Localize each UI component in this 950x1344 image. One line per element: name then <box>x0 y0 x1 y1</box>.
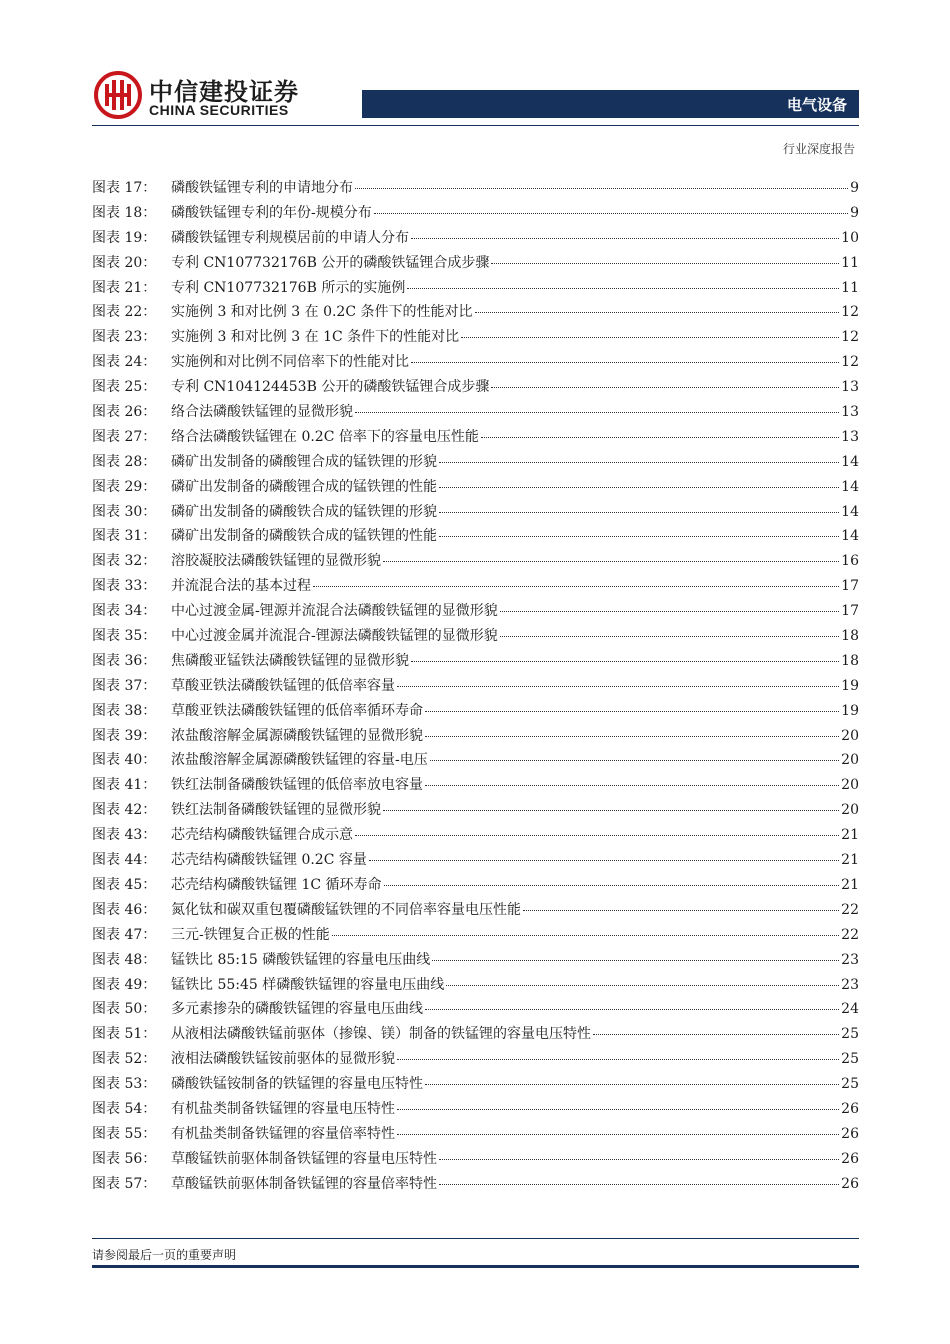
toc-page-number: 14 <box>841 453 859 470</box>
toc-entry[interactable] <box>92 724 859 749</box>
toc-figure-title: 芯壳结构磷酸铁锰锂 0.2C 容量 <box>171 852 367 869</box>
toc-figure-label: 图表 22： <box>92 304 157 321</box>
toc-entry[interactable] <box>92 375 859 400</box>
toc-leader-dots <box>332 934 839 936</box>
toc-entry[interactable] <box>92 649 859 674</box>
toc-entry[interactable] <box>92 251 859 276</box>
toc-figure-label: 图表 24： <box>92 354 157 371</box>
toc-figure-title: 焦磷酸亚锰铁法磷酸铁锰锂的显微形貌 <box>171 652 409 669</box>
toc-leader-dots <box>439 1183 839 1185</box>
toc-entry[interactable] <box>92 574 859 599</box>
toc-leader-dots <box>374 212 848 214</box>
toc-figure-title: 多元素掺杂的磷酸铁锰锂的容量电压曲线 <box>171 1001 423 1018</box>
toc-figure-label: 图表 49： <box>92 976 157 993</box>
toc-entry[interactable] <box>92 176 859 201</box>
toc-figure-title: 实施例 3 和对比例 3 在 1C 条件下的性能对比 <box>171 329 460 346</box>
toc-leader-dots <box>439 486 839 488</box>
toc-entry[interactable] <box>92 475 859 500</box>
toc-entry[interactable] <box>92 823 859 848</box>
toc-figure-label: 图表 30： <box>92 503 157 520</box>
toc-figure-title: 络合法磷酸铁锰锂在 0.2C 倍率下的容量电压性能 <box>171 428 479 445</box>
toc-leader-dots <box>425 1083 839 1085</box>
toc-figure-title: 溶胶凝胶法磷酸铁锰锂的显微形貌 <box>171 553 381 570</box>
toc-entry[interactable] <box>92 276 859 301</box>
toc-figure-label: 图表 47： <box>92 926 157 943</box>
footer-disclaimer: 请参阅最后一页的重要声明 <box>92 1248 237 1262</box>
toc-figure-label: 图表 53： <box>92 1076 157 1093</box>
toc-figure-title: 磷酸铁锰锂专利规模居前的申请人分布 <box>171 229 409 246</box>
toc-figure-label: 图表 43： <box>92 827 157 844</box>
toc-page-number: 22 <box>841 901 859 918</box>
toc-leader-dots <box>500 635 839 637</box>
toc-figure-label: 图表 40： <box>92 752 157 769</box>
toc-leader-dots <box>425 710 839 712</box>
toc-figure-title: 磷矿出发制备的磷酸锂合成的锰铁锂的形貌 <box>171 453 437 470</box>
toc-page-number: 14 <box>841 528 859 545</box>
toc-page-number: 12 <box>841 329 859 346</box>
toc-leader-dots <box>491 262 839 264</box>
toc-page-number: 25 <box>841 1026 859 1043</box>
toc-entry[interactable] <box>92 948 859 973</box>
toc-figure-title: 专利 CN107732176B 公开的磷酸铁锰锂合成步骤 <box>171 254 490 271</box>
toc-entry[interactable] <box>92 549 859 574</box>
toc-page-number: 18 <box>841 652 859 669</box>
toc-figure-title: 磷酸铁锰锂专利的申请地分布 <box>171 180 353 196</box>
toc-page-number: 19 <box>841 677 859 694</box>
toc-figure-title: 锰铁比 55:45 样磷酸铁锰锂的容量电压曲线 <box>171 976 445 993</box>
logo-chinese-name: 中信建投证券 <box>149 78 299 106</box>
toc-figure-label: 图表 39： <box>92 727 157 744</box>
toc-entry[interactable] <box>92 524 859 549</box>
toc-figure-title: 实施例 3 和对比例 3 在 0.2C 条件下的性能对比 <box>171 304 473 321</box>
toc-leader-dots <box>411 237 839 239</box>
toc-page-number: 13 <box>841 428 859 445</box>
report-type: 行业深度报告 <box>782 142 855 156</box>
toc-entry[interactable] <box>92 848 859 873</box>
toc-leader-dots <box>430 759 839 761</box>
toc-entry[interactable] <box>92 699 859 724</box>
toc-figure-title: 芯壳结构磷酸铁锰锂 1C 循环寿命 <box>171 876 382 893</box>
toc-figure-title: 专利 CN104124453B 公开的磷酸铁锰锂合成步骤 <box>171 379 490 396</box>
toc-entry[interactable] <box>92 997 859 1022</box>
toc-figure-title: 并流混合法的基本过程 <box>171 578 311 595</box>
toc-page-number: 10 <box>841 229 859 246</box>
toc-figure-title: 铁红法制备磷酸铁锰锂的低倍率放电容量 <box>171 777 423 794</box>
toc-leader-dots <box>383 560 839 562</box>
toc-page-number: 12 <box>841 354 859 371</box>
toc-page-number: 21 <box>841 876 859 893</box>
toc-leader-dots <box>425 735 839 737</box>
toc-leader-dots <box>475 311 840 313</box>
company-logo <box>93 70 313 124</box>
toc-entry[interactable] <box>92 873 859 898</box>
toc-page-number: 17 <box>841 603 859 620</box>
toc-figure-title: 草酸亚铁法磷酸铁锰锂的低倍率循环寿命 <box>171 702 423 719</box>
toc-entry[interactable] <box>92 1122 859 1147</box>
toc-figure-label: 图表 29： <box>92 478 157 495</box>
toc-leader-dots <box>411 660 839 662</box>
toc-page-number: 26 <box>841 1100 859 1117</box>
toc-figure-label: 图表 21： <box>92 279 157 296</box>
toc-figure-label: 图表 26： <box>92 404 157 421</box>
toc-page-number: 14 <box>841 478 859 495</box>
toc-page-number: 21 <box>841 827 859 844</box>
toc-figure-title: 络合法磷酸铁锰锂的显微形貌 <box>171 404 353 421</box>
header-divider <box>92 125 859 126</box>
toc-figure-title: 氮化钛和碳双重包覆磷酸锰铁锂的不同倍率容量电压性能 <box>171 901 521 918</box>
toc-page-number: 25 <box>841 1051 859 1068</box>
toc-entry[interactable] <box>92 923 859 948</box>
toc-figure-label: 图表 33： <box>92 578 157 595</box>
toc-entry[interactable] <box>92 1147 859 1172</box>
toc-figure-title: 中心过渡金属-锂源并流混合法磷酸铁锰锂的显微形貌 <box>171 603 498 620</box>
toc-leader-dots <box>461 336 839 338</box>
toc-leader-dots <box>383 809 839 811</box>
toc-figure-label: 图表 48： <box>92 951 157 968</box>
toc-figure-label: 图表 46： <box>92 901 157 918</box>
toc-figure-label: 图表 20： <box>92 254 157 271</box>
toc-leader-dots <box>384 884 840 886</box>
footer-bar <box>92 1265 859 1268</box>
toc-leader-dots <box>355 834 839 836</box>
toc-leader-dots <box>523 909 839 911</box>
toc-figure-label: 图表 34： <box>92 603 157 620</box>
toc-page-number: 9 <box>850 204 859 221</box>
logo-english-name: CHINA SECURITIES <box>149 102 289 118</box>
toc-entry[interactable] <box>92 1072 859 1097</box>
toc-entry[interactable] <box>92 748 859 773</box>
toc-leader-dots <box>439 535 839 537</box>
toc-page-number: 23 <box>841 951 859 968</box>
toc-figure-label: 图表 25： <box>92 379 157 396</box>
toc-page-number: 14 <box>841 503 859 520</box>
toc-leader-dots <box>407 287 839 289</box>
toc-figure-title: 有机盐类制备铁锰锂的容量电压特性 <box>171 1100 395 1117</box>
toc-figure-title: 实施例和对比例不同倍率下的性能对比 <box>171 354 409 371</box>
toc-figure-title: 草酸亚铁法磷酸铁锰锂的低倍率容量 <box>171 677 395 694</box>
toc-page-number: 23 <box>841 976 859 993</box>
toc-figure-title: 磷酸铁锰铵制备的铁锰锂的容量电压特性 <box>171 1076 423 1093</box>
toc-leader-dots <box>439 461 839 463</box>
toc-figure-label: 图表 50： <box>92 1001 157 1018</box>
toc-figure-title: 磷矿出发制备的磷酸铁合成的锰铁锂的形貌 <box>171 503 437 520</box>
toc-leader-dots <box>593 1033 839 1035</box>
toc-figure-title: 草酸锰铁前驱体制备铁锰锂的容量电压特性 <box>171 1150 437 1167</box>
toc-figure-label: 图表 52： <box>92 1051 157 1068</box>
toc-leader-dots <box>355 411 839 413</box>
toc-entry[interactable] <box>92 325 859 350</box>
toc-page-number: 25 <box>841 1076 859 1093</box>
toc-figure-title: 中心过渡金属并流混合-锂源法磷酸铁锰锂的显微形貌 <box>171 628 498 645</box>
toc-entry[interactable] <box>92 1172 859 1197</box>
toc-figure-title: 浓盐酸溶解金属源磷酸铁锰锂的容量-电压 <box>171 752 428 769</box>
toc-page-number: 13 <box>841 404 859 421</box>
toc-entry[interactable] <box>92 624 859 649</box>
toc-figure-label: 图表 44： <box>92 852 157 869</box>
toc-entry[interactable] <box>92 773 859 798</box>
toc-page-number: 20 <box>841 727 859 744</box>
toc-figure-label: 图表 35： <box>92 628 157 645</box>
toc-entry[interactable] <box>92 500 859 525</box>
toc-figure-title: 锰铁比 85:15 磷酸铁锰锂的容量电压曲线 <box>171 951 431 968</box>
toc-figure-label: 图表 54： <box>92 1100 157 1117</box>
toc-figure-label: 图表 31： <box>92 528 157 545</box>
toc-page-number: 17 <box>841 578 859 595</box>
toc-figure-title: 磷矿出发制备的磷酸锂合成的锰铁锂的性能 <box>171 478 437 495</box>
toc-leader-dots <box>491 386 839 388</box>
toc-figure-label: 图表 56： <box>92 1150 157 1167</box>
toc-figure-label: 图表 28： <box>92 453 157 470</box>
toc-leader-dots <box>439 1158 839 1160</box>
toc-page-number: 20 <box>841 752 859 769</box>
toc-figure-label: 图表 38： <box>92 702 157 719</box>
toc-figure-title: 从液相法磷酸铁锰前驱体（掺镍、镁）制备的铁锰锂的容量电压特性 <box>171 1026 591 1043</box>
toc-page-number: 19 <box>841 702 859 719</box>
toc-entry[interactable] <box>92 350 859 375</box>
toc-leader-dots <box>411 361 839 363</box>
toc-page-number: 12 <box>841 304 859 321</box>
toc-entry[interactable] <box>92 1047 859 1072</box>
toc-figure-label: 图表 42： <box>92 802 157 819</box>
toc-entry[interactable] <box>92 450 859 475</box>
figure-table-of-contents <box>92 176 859 1197</box>
toc-leader-dots <box>397 1058 839 1060</box>
toc-entry[interactable] <box>92 674 859 699</box>
toc-leader-dots <box>439 511 839 513</box>
toc-figure-title: 液相法磷酸铁锰铵前驱体的显微形貌 <box>171 1051 395 1068</box>
toc-entry[interactable] <box>92 898 859 923</box>
toc-page-number: 13 <box>841 379 859 396</box>
toc-figure-label: 图表 36： <box>92 652 157 669</box>
toc-figure-label: 图表 57： <box>92 1175 157 1192</box>
toc-figure-label: 图表 45： <box>92 876 157 893</box>
toc-figure-title: 三元-铁锂复合正极的性能 <box>171 926 330 943</box>
toc-figure-label: 图表 32： <box>92 553 157 570</box>
toc-leader-dots <box>425 784 839 786</box>
toc-figure-label: 图表 17： <box>92 180 157 196</box>
toc-figure-label: 图表 51： <box>92 1026 157 1043</box>
toc-entry[interactable] <box>92 201 859 226</box>
toc-page-number: 20 <box>841 802 859 819</box>
toc-leader-dots <box>369 859 839 861</box>
toc-figure-label: 图表 37： <box>92 677 157 694</box>
sector-banner <box>362 90 859 118</box>
sector-label: 电气设备 <box>786 96 847 114</box>
toc-entry[interactable] <box>92 226 859 251</box>
toc-figure-title: 磷矿出发制备的磷酸铁合成的锰铁锂的性能 <box>171 528 437 545</box>
toc-figure-label: 图表 18： <box>92 204 157 221</box>
toc-page-number: 11 <box>841 254 859 271</box>
toc-figure-label: 图表 23： <box>92 329 157 346</box>
toc-leader-dots <box>481 436 839 438</box>
footer-divider <box>92 1238 859 1239</box>
toc-entry[interactable] <box>92 599 859 624</box>
toc-page-number: 21 <box>841 852 859 869</box>
toc-figure-title: 浓盐酸溶解金属源磷酸铁锰锂的显微形貌 <box>171 727 423 744</box>
toc-leader-dots <box>500 610 839 612</box>
toc-page-number: 22 <box>841 926 859 943</box>
toc-page-number: 18 <box>841 628 859 645</box>
toc-leader-dots <box>446 984 839 986</box>
toc-page-number: 26 <box>841 1175 859 1192</box>
toc-figure-label: 图表 55： <box>92 1125 157 1142</box>
toc-figure-title: 有机盐类制备铁锰锂的容量倍率特性 <box>171 1125 395 1142</box>
toc-page-number: 9 <box>850 180 859 196</box>
toc-leader-dots <box>397 1108 839 1110</box>
toc-figure-title: 专利 CN107732176B 所示的实施例 <box>171 279 406 296</box>
toc-page-number: 24 <box>841 1001 859 1018</box>
toc-figure-label: 图表 27： <box>92 428 157 445</box>
toc-leader-dots <box>425 1008 839 1010</box>
toc-entry[interactable] <box>92 400 859 425</box>
toc-figure-label: 图表 41： <box>92 777 157 794</box>
toc-entry[interactable] <box>92 425 859 450</box>
toc-figure-title: 磷酸铁锰锂专利的年份-规模分布 <box>171 204 372 221</box>
toc-leader-dots <box>432 959 839 961</box>
citic-logo-icon <box>93 70 143 120</box>
toc-figure-title: 芯壳结构磷酸铁锰锂合成示意 <box>171 827 353 844</box>
toc-figure-title: 铁红法制备磷酸铁锰锂的显微形貌 <box>171 802 381 819</box>
toc-page-number: 16 <box>841 553 859 570</box>
toc-entry[interactable] <box>92 1022 859 1047</box>
toc-leader-dots <box>313 585 839 587</box>
toc-page-number: 26 <box>841 1150 859 1167</box>
toc-page-number: 11 <box>841 279 859 296</box>
toc-entry[interactable] <box>92 798 859 823</box>
toc-entry[interactable] <box>92 300 859 325</box>
toc-page-number: 20 <box>841 777 859 794</box>
toc-leader-dots <box>397 685 839 687</box>
toc-figure-label: 图表 19： <box>92 229 157 246</box>
toc-leader-dots <box>355 187 848 189</box>
toc-figure-title: 草酸锰铁前驱体制备铁锰锂的容量倍率特性 <box>171 1175 437 1192</box>
toc-entry[interactable] <box>92 973 859 998</box>
toc-page-number: 26 <box>841 1125 859 1142</box>
toc-leader-dots <box>397 1133 839 1135</box>
toc-entry[interactable] <box>92 1097 859 1122</box>
